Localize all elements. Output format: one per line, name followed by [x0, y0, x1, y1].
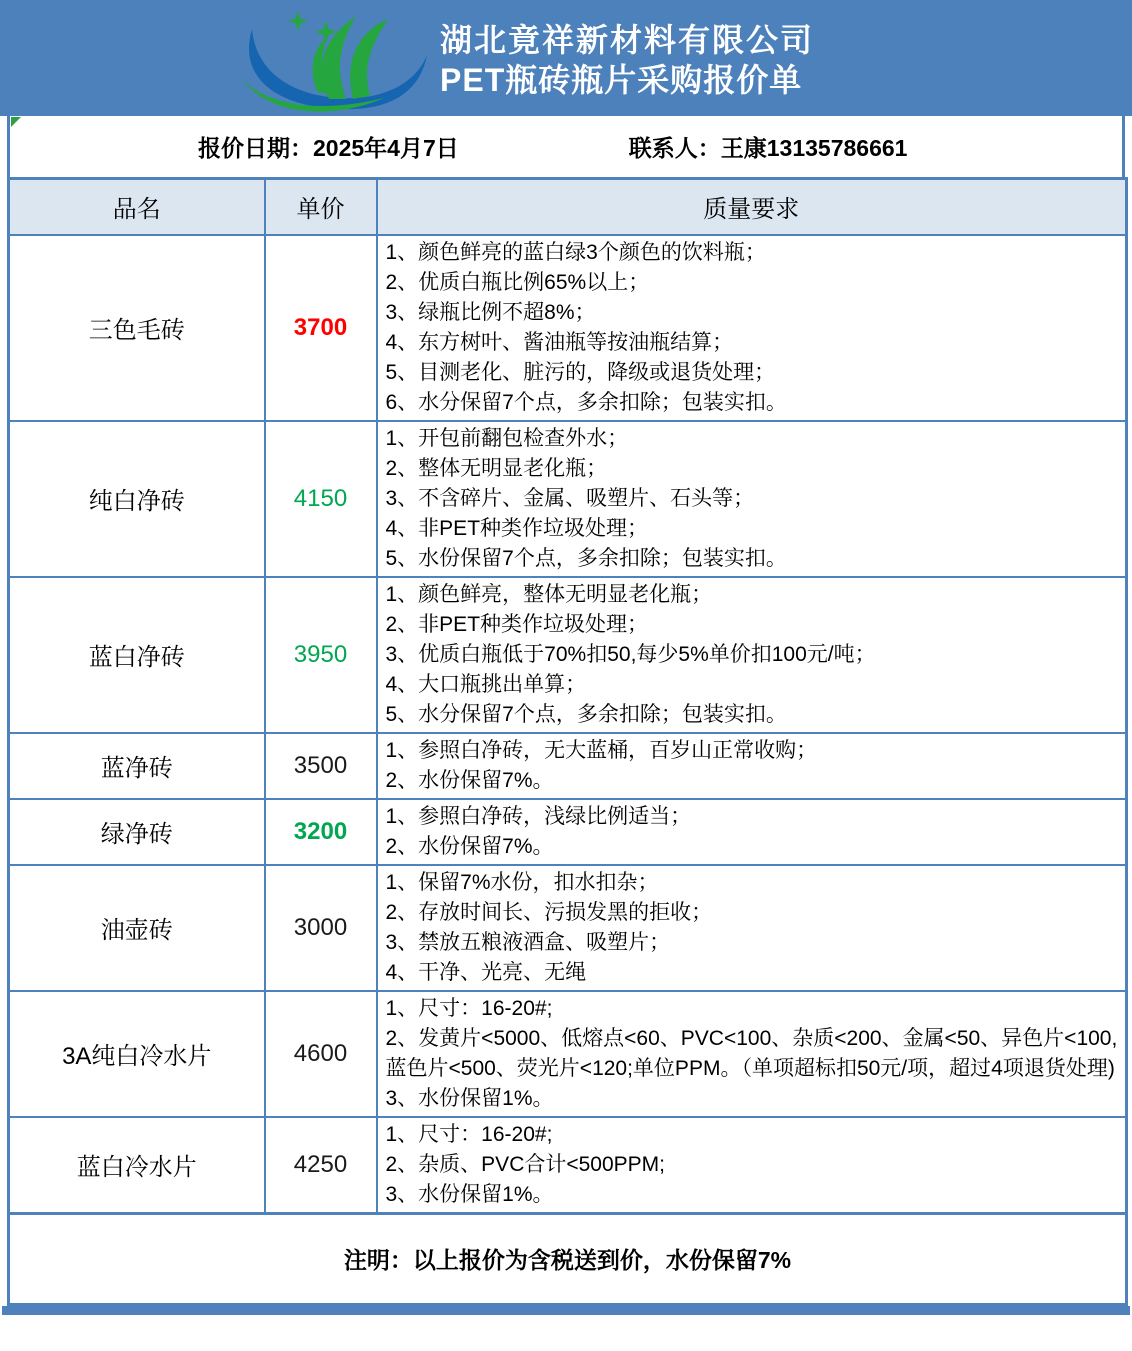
requirement-line: 2、非PET种类作垃圾处理； [385, 612, 649, 636]
requirement-line: 4、大口瓶挑出单算； [385, 672, 587, 696]
unit-price: 3700 [265, 235, 377, 421]
sheet-body [7, 116, 1125, 1315]
product-name: 油壶砖 [9, 865, 265, 991]
col-header-quality: 质量要求 [377, 179, 1127, 235]
quality-requirements [377, 733, 1127, 799]
requirement-line: 5、水分保留7个点，多余扣除；包装实扣。 [385, 702, 787, 726]
requirement-line: 1、保留7%水份，扣水扣杂； [385, 870, 659, 894]
table-row [9, 235, 1127, 421]
table-row [9, 799, 1127, 865]
product-name: 蓝白净砖 [9, 577, 265, 733]
table-row [9, 577, 1127, 733]
quality-requirements [377, 799, 1127, 865]
unit-price: 4600 [265, 991, 377, 1117]
requirement-line: 2、水份保留7%。 [385, 768, 554, 792]
info-row [7, 116, 1125, 177]
requirement-line: 2、优质白瓶比例65%以上； [385, 270, 650, 294]
requirement-line: 3、禁放五粮液酒盒、吸塑片； [385, 930, 671, 954]
footer-note-row [9, 1213, 1127, 1304]
document-title: PET瓶砖瓶片采购报价单 [440, 62, 803, 98]
bottom-bar [2, 1306, 1130, 1315]
quality-requirements [377, 421, 1127, 577]
col-header-price: 单价 [265, 179, 377, 235]
table-row [9, 865, 1127, 991]
footer-note: 注明：以上报价为含税送到价，水份保留7% [9, 1213, 1127, 1304]
requirement-line: 5、水份保留7个点，多余扣除；包装实扣。 [385, 546, 787, 570]
requirement-line: 5、目测老化、脏污的，降级或退货处理； [385, 360, 776, 384]
table-row [9, 733, 1127, 799]
requirement-line: 2、水份保留7%。 [385, 834, 554, 858]
requirement-line: 3、不含碎片、金属、吸塑片、石头等； [385, 486, 755, 510]
product-name: 纯白净砖 [9, 421, 265, 577]
contact-person: 联系人：王康13135786661 [628, 135, 908, 161]
requirement-line: 2、存放时间长、污损发黑的拒收； [385, 900, 713, 924]
requirement-line: 2、杂质、PVC合计<500PPM; [385, 1152, 666, 1176]
table-row [9, 1117, 1127, 1214]
product-name: 蓝净砖 [9, 733, 265, 799]
banner-titles [440, 22, 814, 99]
price-table [7, 177, 1128, 1306]
product-name: 三色毛砖 [9, 235, 265, 421]
requirement-line: 4、非PET种类作垃圾处理； [385, 516, 649, 540]
requirement-line: 2、发黄片<5000、低熔点<60、PVC<100、杂质<200、金属<50、异色片<100,蓝色片<500、荧光片<120;单位PPM。（单项超标扣50元/项，超过4项退货处理) [385, 1026, 1118, 1080]
table-row [9, 991, 1127, 1117]
requirement-line: 1、参照白净砖，浅绿比例适当； [385, 804, 692, 828]
quality-requirements [377, 577, 1127, 733]
requirement-line: 4、东方树叶、酱油瓶等按油瓶结算； [385, 330, 734, 354]
requirement-line: 2、整体无明显老化瓶； [385, 456, 608, 480]
quote-date: 报价日期：2025年4月7日 [198, 135, 459, 161]
unit-price: 4250 [265, 1117, 377, 1214]
requirement-line: 3、绿瓶比例不超8%； [385, 300, 596, 324]
table-row [9, 421, 1127, 577]
requirement-line: 3、优质白瓶低于70%扣50,每少5%单价扣100元/吨； [385, 642, 876, 666]
quality-requirements [377, 1117, 1127, 1214]
requirement-line: 4、干净、光亮、无绳 [385, 960, 587, 984]
table-header-row [9, 179, 1127, 235]
col-header-product: 品名 [9, 179, 265, 235]
requirement-line: 1、颜色鲜亮的蓝白绿3个颜色的饮料瓶； [385, 240, 766, 264]
banner [0, 0, 1132, 116]
unit-price: 4150 [265, 421, 377, 577]
quality-requirements [377, 865, 1127, 991]
product-name: 3A纯白冷水片 [9, 991, 265, 1117]
company-logo-icon [236, 2, 436, 114]
company-name: 湖北竟祥新材料有限公司 [440, 22, 815, 58]
quality-requirements [377, 991, 1127, 1117]
product-name: 蓝白冷水片 [9, 1117, 265, 1214]
requirement-line: 1、开包前翻包检查外水； [385, 426, 629, 450]
cell-corner-flag-icon [11, 117, 21, 127]
requirement-line: 1、尺寸：16-20#; [385, 996, 553, 1020]
unit-price: 3200 [265, 799, 377, 865]
product-name: 绿净砖 [9, 799, 265, 865]
requirement-line: 3、水份保留1%。 [385, 1086, 554, 1110]
requirement-line: 3、水份保留1%。 [385, 1182, 554, 1206]
unit-price: 3000 [265, 865, 377, 991]
unit-price: 3950 [265, 577, 377, 733]
requirement-line: 1、颜色鲜亮，整体无明显老化瓶； [385, 582, 713, 606]
requirement-line: 6、水分保留7个点，多余扣除；包装实扣。 [385, 390, 787, 414]
requirement-line: 1、尺寸：16-20#; [385, 1122, 553, 1146]
unit-price: 3500 [265, 733, 377, 799]
requirement-line: 1、参照白净砖，无大蓝桶，百岁山正常收购； [385, 738, 818, 762]
quality-requirements [377, 235, 1127, 421]
